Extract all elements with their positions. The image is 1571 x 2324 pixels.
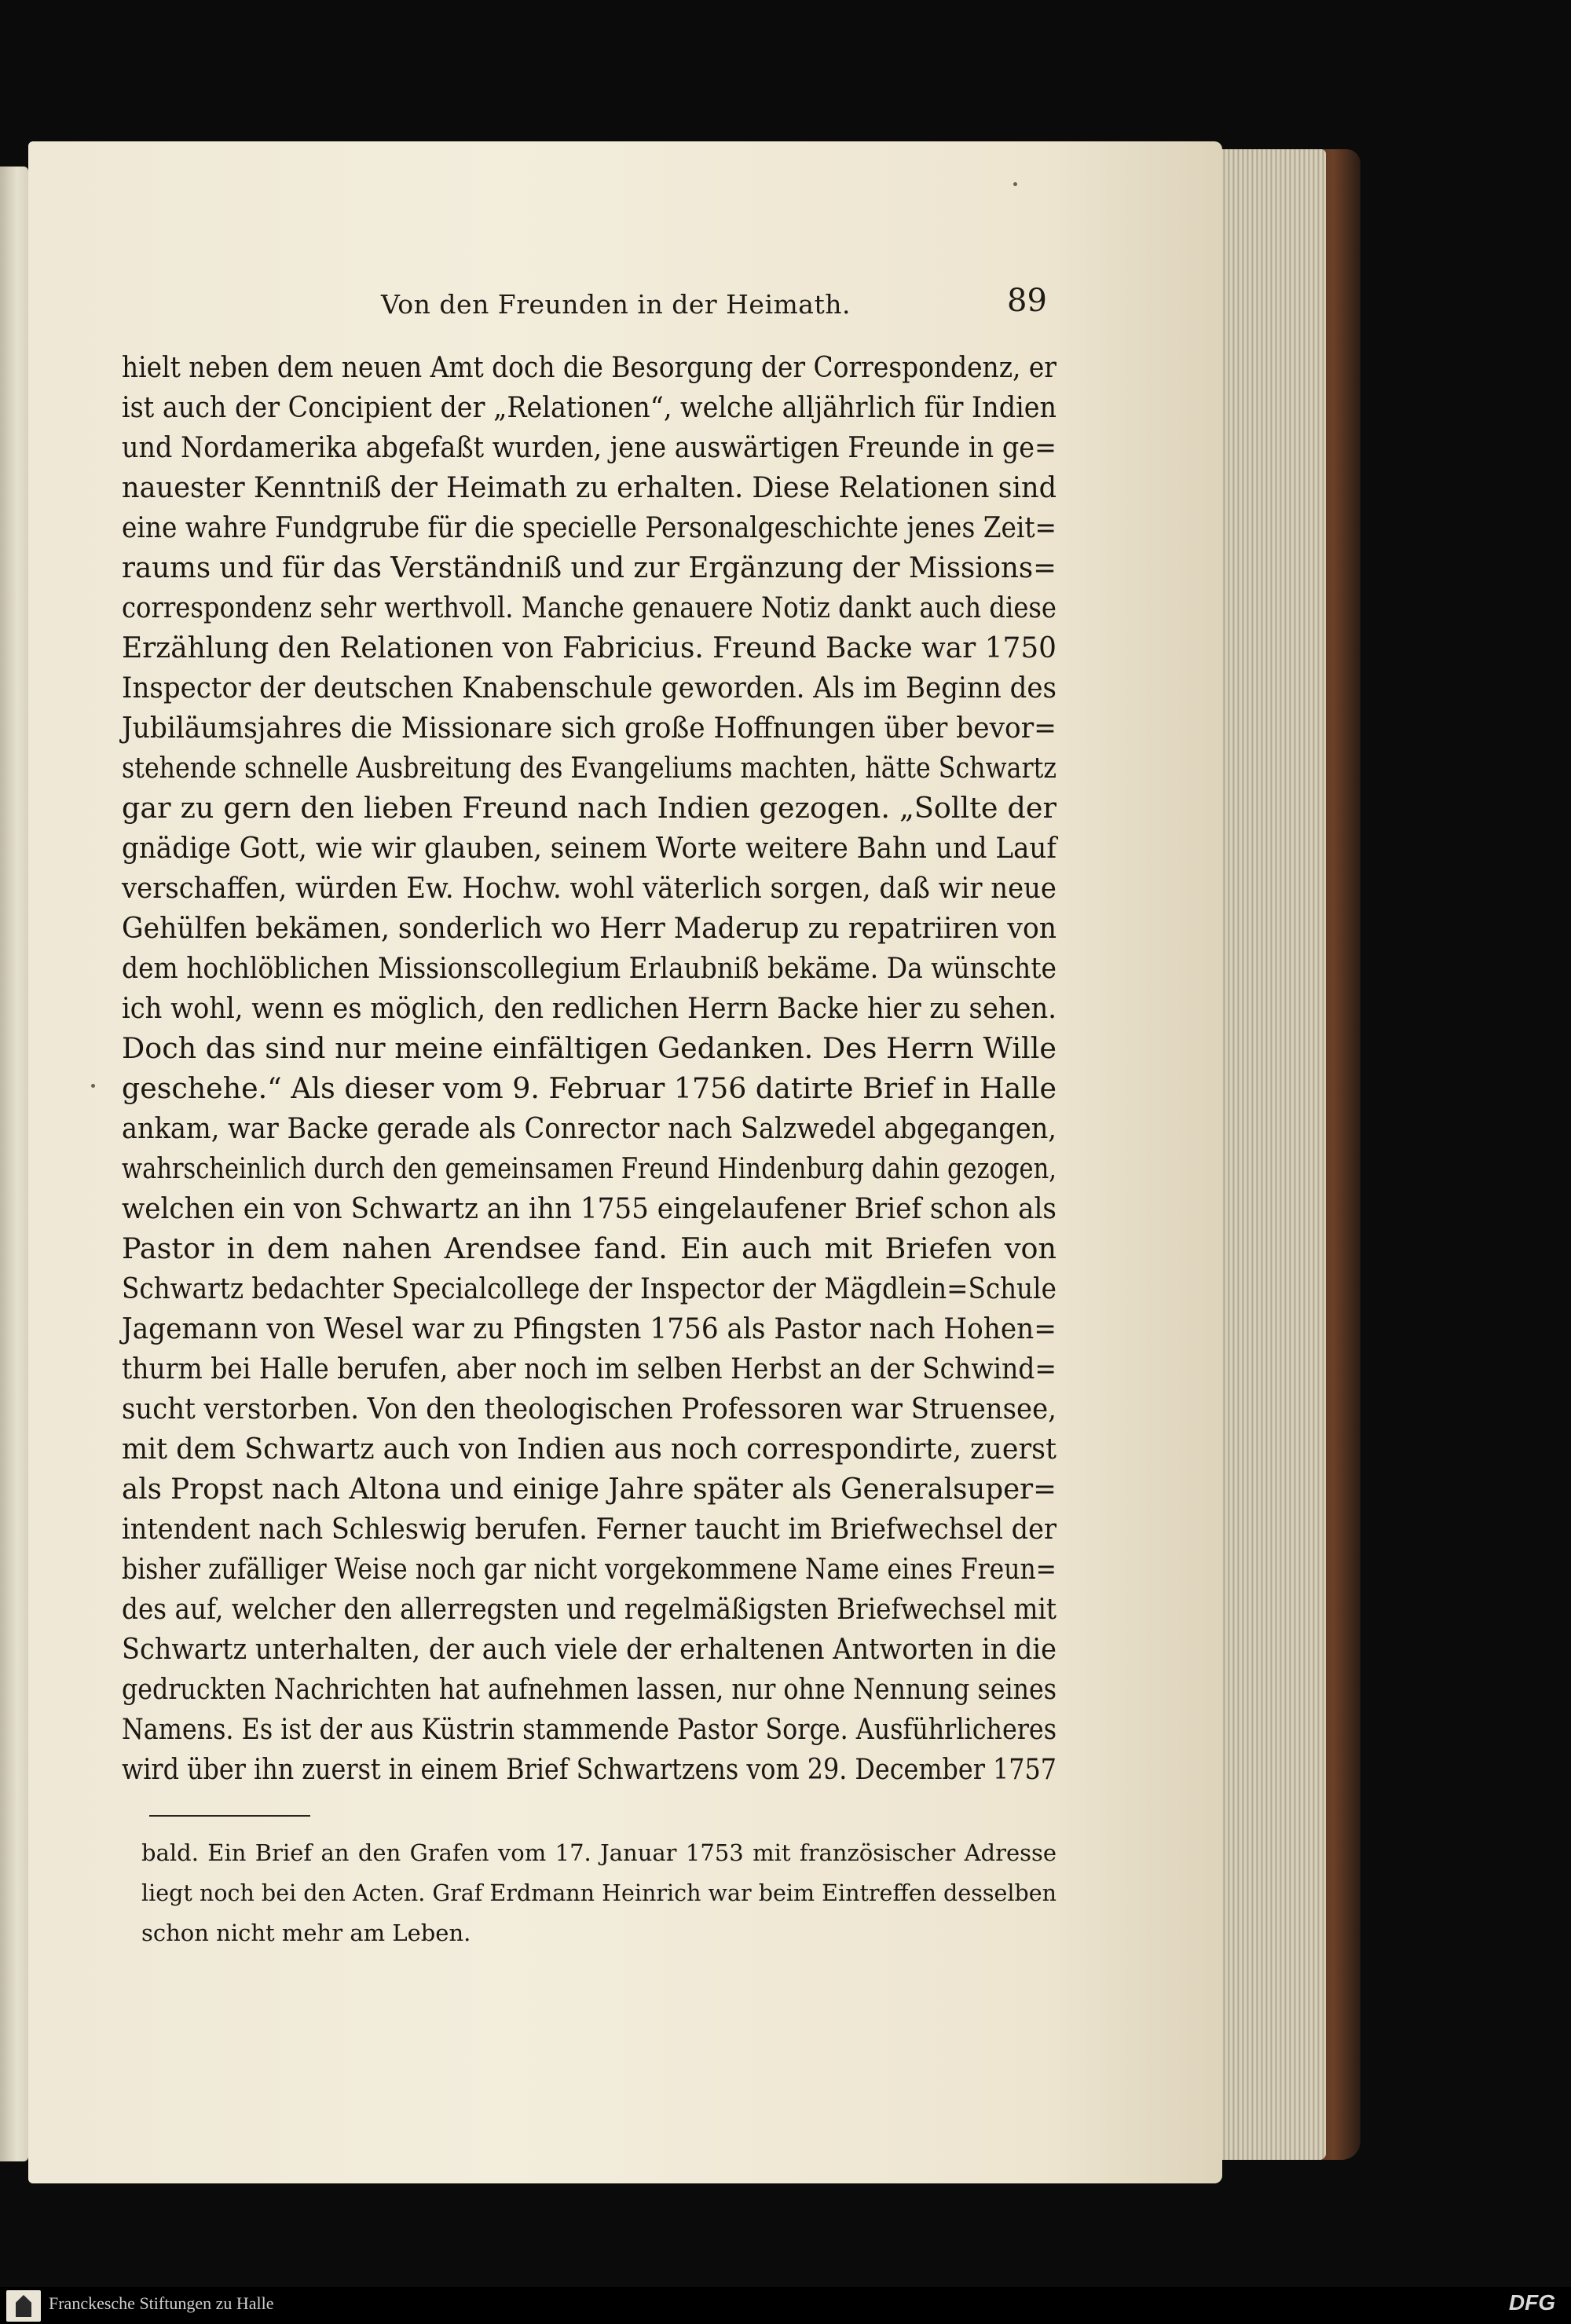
text-line: und Nordamerika abgefaßt wurden, jene auswärtigen Freunde in ge=	[122, 430, 1056, 464]
text-line: intendent nach Schleswig berufen. Ferner taucht im Briefwechsel der	[122, 1512, 1056, 1546]
text-line: gedruckten Nachrichten hat aufnehmen lassen, nur ohne Nennung seines	[122, 1672, 1056, 1706]
text-line: Jubiläumsjahres die Missionare sich große Hoffnungen über bevor=	[122, 711, 1056, 745]
text-line: correspondenz sehr werthvoll. Manche genauere Notiz dankt auch diese	[122, 591, 1057, 624]
body-text	[122, 347, 1056, 1789]
text-line: Pastor in dem nahen Arendsee fand. Ein auch mit Briefen von	[122, 1232, 1056, 1265]
footnotes	[141, 1836, 1056, 1956]
text-line: wahrscheinlich durch den gemeinsamen Freund Hindenburg dahin gezogen,	[122, 1151, 1056, 1185]
institution-name: Franckesche Stiftungen zu Halle	[49, 2293, 274, 2313]
text-line: ich wohl, wenn es möglich, den redlichen Herrn Backe hier zu sehen.	[122, 991, 1056, 1025]
franckesche-stiftungen-logo-icon	[6, 2290, 41, 2322]
text-line: thurm bei Halle berufen, aber noch im selben Herbst an der Schwind=	[122, 1352, 1057, 1385]
text-line: Jagemann von Wesel war zu Pfingsten 1756 als Pastor nach Hohen=	[122, 1312, 1056, 1345]
dfg-logo: DFG	[1508, 2290, 1555, 2315]
text-line: Schwartz unterhalten, der auch viele der erhaltenen Antworten in die	[122, 1632, 1056, 1666]
text-line: bisher zufälliger Weise noch gar nicht vorgekommene Name eines Freun=	[122, 1552, 1056, 1586]
text-line: eine wahre Fundgrube für die specielle Personalgeschichte jenes Zeit=	[122, 511, 1056, 544]
running-head: Von den Freunden in der Heimath.	[381, 289, 851, 320]
paper-speck	[1013, 182, 1017, 186]
text-line: gnädige Gott, wie wir glauben, seinem Worte weitere Bahn und Lauf	[122, 831, 1057, 865]
text-line: des auf, welcher den allerregsten und regelmäßigsten Briefwechsel mit	[122, 1592, 1057, 1626]
text-line: dem hochlöblichen Missionscollegium Erlaubniß bekäme. Da wünschte	[122, 951, 1056, 985]
text-line: Gehülfen bekämen, sonderlich wo Herr Maderup zu repatriiren von	[122, 911, 1057, 945]
text-line: verschaffen, würden Ew. Hochw. wohl väterlich sorgen, daß wir neue	[122, 871, 1056, 905]
paper-speck	[91, 1084, 95, 1088]
text-line: als Propst nach Altona und einige Jahre später als Generalsuper=	[122, 1472, 1056, 1506]
text-line: ankam, war Backe gerade als Conrector nach Salzwedel abgegangen,	[122, 1111, 1056, 1145]
text-line: wird über ihn zuerst in einem Brief Schwartzens vom 29. December 1757	[122, 1752, 1056, 1786]
text-line: Doch das sind nur meine einfältigen Gedanken. Des Herrn Wille	[122, 1031, 1056, 1065]
footnote-line: bald. Ein Brief an den Grafen vom 17. Januar 1753 mit französischer Adresse	[141, 1839, 1057, 1866]
text-line: geschehe.“ Als dieser vom 9. Februar 1756 datirte Brief in Halle	[122, 1071, 1057, 1105]
footnote-line: schon nicht mehr am Leben.	[141, 1920, 471, 1946]
text-line: Erzählung den Relationen von Fabricius. Freund Backe war 1750	[122, 631, 1056, 664]
page-number: 89	[1007, 283, 1047, 319]
text-line: welchen ein von Schwartz an ihn 1755 eingelaufener Brief schon als	[122, 1191, 1056, 1225]
text-line: raums und für das Verständniß und zur Ergänzung der Missions=	[122, 551, 1057, 584]
text-line: hielt neben dem neuen Amt doch die Besorgung der Correspondenz, er	[122, 350, 1057, 384]
left-page-edge	[0, 167, 28, 2161]
text-line: Namens. Es ist der aus Küstrin stammende Pastor Sorge. Ausführlicheres	[122, 1712, 1057, 1746]
text-line: stehende schnelle Ausbreitung des Evangeliums machten, hätte Schwartz	[122, 751, 1057, 785]
text-line: ist auch der Concipient der „Relationen“, welche alljährlich für Indien	[122, 390, 1057, 424]
text-line: gar zu gern den lieben Freund nach Indien gezogen. „Sollte der	[122, 791, 1056, 825]
footnote-rule	[149, 1815, 310, 1817]
text-line: nauester Kenntniß der Heimath zu erhalten. Diese Relationen sind	[122, 470, 1057, 504]
text-line: sucht verstorben. Von den theologischen Professoren war Struensee,	[122, 1392, 1056, 1426]
text-line: mit dem Schwartz auch von Indien aus noch correspondirte, zuerst	[122, 1432, 1057, 1466]
text-line: Inspector der deutschen Knabenschule geworden. Als im Beginn des	[122, 671, 1056, 705]
footnote-line: liegt noch bei den Acten. Graf Erdmann Heinrich war beim Eintreffen desselben	[141, 1879, 1057, 1906]
text-line: Schwartz bedachter Specialcollege der Inspector der Mägdlein=Schule	[122, 1272, 1056, 1305]
